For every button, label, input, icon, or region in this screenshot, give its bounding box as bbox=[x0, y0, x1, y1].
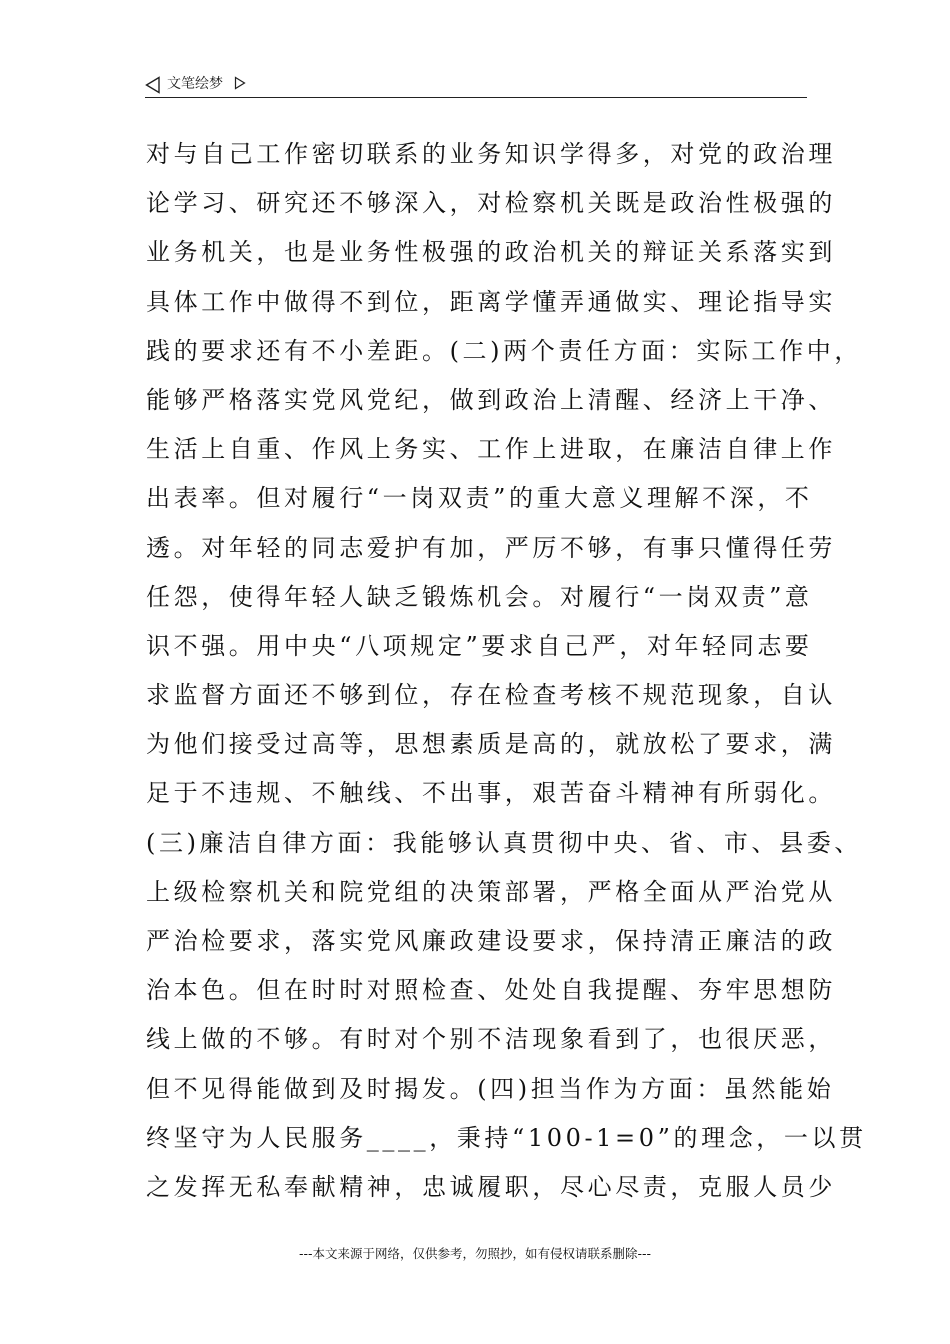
body-line: (三)廉洁自律方面：我能够认真贯彻中央、省、市、县委、 bbox=[146, 828, 862, 857]
body-line: 生活上自重、作风上务实、工作上进取，在廉洁自律上作 bbox=[146, 435, 836, 464]
body-line: 出表率。但对履行“一岗双责”的重大意义理解不深，不 bbox=[146, 484, 813, 513]
document-body bbox=[146, 130, 867, 1212]
header-divider bbox=[145, 97, 807, 98]
body-line: 为他们接受过高等，思想素质是高的，就放松了要求，满 bbox=[146, 730, 836, 759]
page-header bbox=[145, 72, 807, 98]
triangle-right-outline-icon bbox=[234, 76, 246, 90]
body-line: 任怨，使得年轻人缺乏锻炼机会。对履行“一岗双责”意 bbox=[146, 582, 813, 611]
body-line: 能够严格落实党风党纪，做到政治上清醒、经济上干净、 bbox=[146, 385, 836, 414]
body-line: 透。对年轻的同志爱护有加，严厉不够，有事只懂得任劳 bbox=[146, 533, 836, 562]
body-line: 业务机关，也是业务性极强的政治机关的辩证关系落实到 bbox=[146, 238, 836, 267]
body-line: 之发挥无私奉献精神，忠诚履职，尽心尽责，克服人员少 bbox=[146, 1172, 836, 1201]
header-title: 文笔绘梦 bbox=[167, 76, 223, 92]
body-line: 治本色。但在时时对照检查、处处自我提醒、夯牢思想防 bbox=[146, 976, 836, 1005]
body-line: 识不强。用中央“八项规定”要求自己严，对年轻同志要 bbox=[146, 631, 813, 660]
body-line: 上级检察机关和院党组的决策部署，严格全面从严治党从 bbox=[146, 877, 836, 906]
body-line: 线上做的不够。有时对个别不洁现象看到了，也很厌恶， bbox=[146, 1025, 836, 1054]
body-line: 践的要求还有不小差距。(二)两个责任方面：实际工作中， bbox=[146, 336, 862, 365]
body-line: 严治检要求，落实党风廉政建设要求，保持清正廉洁的政 bbox=[146, 927, 836, 955]
body-line: 求监督方面还不够到位，存在检查考核不规范现象，自认 bbox=[146, 681, 836, 710]
body-line: 终坚守为人民服务____，秉持“100-1=0”的理念，一以贯 bbox=[146, 1123, 867, 1152]
body-line: 足于不违规、不触线、不出事，艰苦奋斗精神有所弱化。 bbox=[146, 779, 836, 808]
body-line: 具体工作中做得不到位，距离学懂弄通做实、理论指导实 bbox=[146, 287, 836, 316]
triangle-left-outline-icon bbox=[145, 76, 161, 94]
body-line: 论学习、研究还不够深入，对检察机关既是政治性极强的 bbox=[146, 189, 836, 218]
body-line: 对与自己工作密切联系的业务知识学得多，对党的政治理 bbox=[146, 140, 836, 168]
body-line: 但不见得能做到及时揭发。(四)担当作为方面：虽然能始 bbox=[146, 1074, 835, 1103]
footer-disclaimer: ---本文来源于网络，仅供参考，勿照抄，如有侵权请联系删除--- bbox=[298, 1246, 652, 1261]
